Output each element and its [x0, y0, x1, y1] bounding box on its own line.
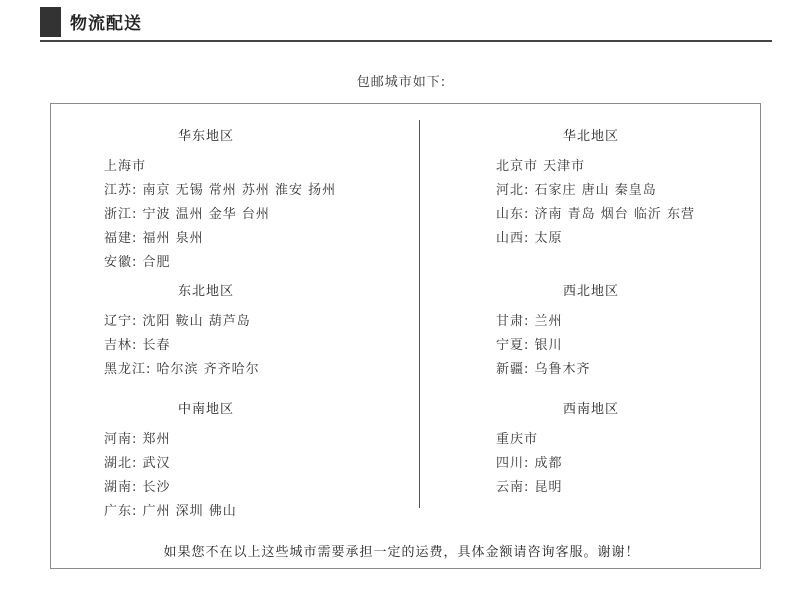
list-item: 江苏: 南京 无锡 常州 苏州 淮安 扬州 — [104, 183, 337, 198]
footer-note: 如果您不在以上这些城市需要承担一定的运费，具体金额请咨询客服。谢谢！ — [163, 545, 640, 560]
list-item: 吉林: 长春 — [104, 338, 171, 353]
list-item: 上海市 — [104, 159, 147, 174]
list-item: 黑龙江: 哈尔滨 齐齐哈尔 — [104, 362, 260, 377]
header-divider — [40, 40, 772, 42]
list-item: 广东: 广州 深圳 佛山 — [104, 504, 237, 519]
list-item: 山西: 太原 — [496, 231, 563, 246]
list-item: 河南: 郑州 — [104, 432, 171, 447]
list-item: 云南: 昆明 — [496, 480, 563, 495]
header-accent-bar — [40, 7, 61, 37]
list-item: 北京市 天津市 — [496, 159, 586, 174]
list-item: 四川: 成都 — [496, 456, 563, 471]
list-item: 山东: 济南 青岛 烟台 临沂 东营 — [496, 207, 696, 222]
list-item: 河北: 石家庄 唐山 秦皇岛 — [496, 183, 657, 198]
list-item: 湖南: 长沙 — [104, 480, 171, 495]
list-item: 安徽: 合肥 — [104, 255, 171, 270]
list-item: 甘肃: 兰州 — [496, 314, 563, 329]
region-title-east: 华东地区 — [177, 129, 234, 144]
list-item: 湖北: 武汉 — [104, 456, 171, 471]
list-item: 重庆市 — [496, 432, 539, 447]
region-title-central-south: 中南地区 — [177, 402, 234, 417]
region-title-northeast: 东北地区 — [177, 284, 234, 299]
list-item: 宁夏: 银川 — [496, 338, 563, 353]
page-title: 物流配送 — [70, 14, 142, 34]
list-item: 辽宁: 沈阳 鞍山 葫芦岛 — [104, 314, 251, 329]
region-title-southwest: 西南地区 — [562, 402, 619, 417]
list-item: 新疆: 乌鲁木齐 — [496, 362, 591, 377]
column-divider — [419, 120, 420, 508]
region-title-northwest: 西北地区 — [562, 284, 619, 299]
list-item: 福建: 福州 泉州 — [104, 231, 204, 246]
intro-text: 包邮城市如下: — [356, 75, 447, 90]
region-title-north: 华北地区 — [562, 129, 619, 144]
list-item: 浙江: 宁波 温州 金华 台州 — [104, 207, 270, 222]
